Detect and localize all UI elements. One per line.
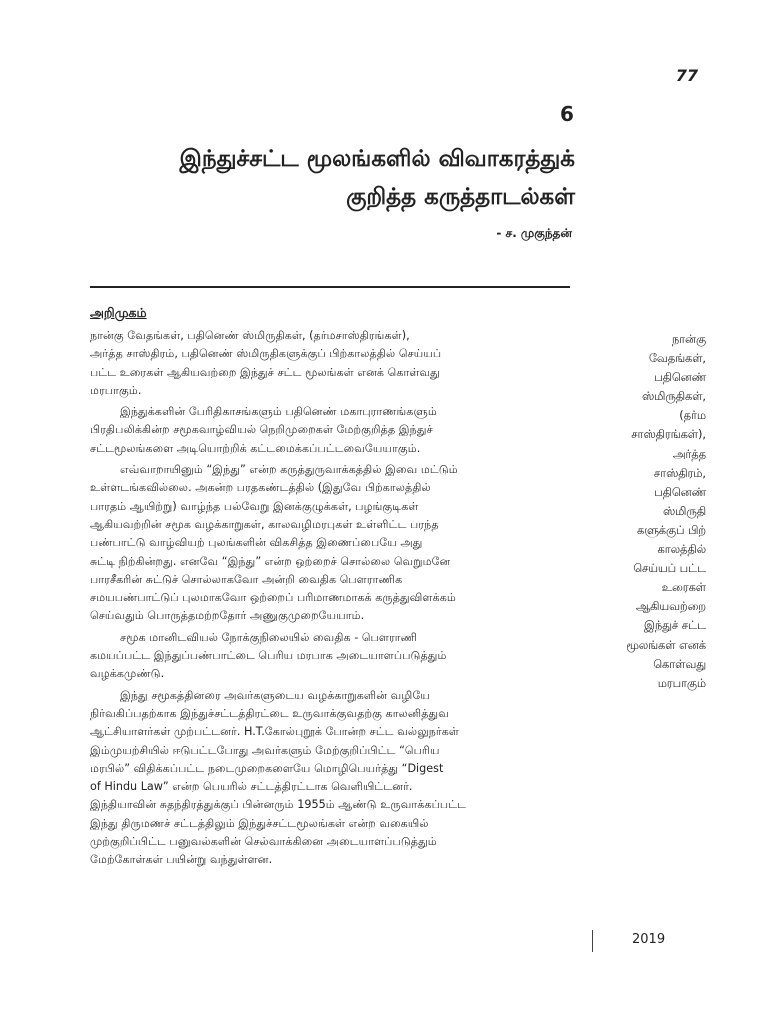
- paragraph-line: பாரதம் ஆயிற்று) வாழ்ந்த பல்வேறு இனக்குழுக்கள், பழங்குடிகள்: [90, 499, 419, 513]
- paragraph-line: செய்வதும் பொருத்தமற்றதோர் அணுகுமுறையேயாம்.: [90, 609, 365, 623]
- margin-note-line: அர்த்த: [672, 447, 706, 461]
- paragraph-line: சமூக மானிடவியல் நோக்குநிலையில் வைதிக - பௌராணி: [120, 630, 418, 644]
- footer-divider: [592, 930, 593, 952]
- chapter-title: [130, 140, 575, 216]
- paragraph-line: இந்து சமூகத்தினரை அவர்களுடைய வழக்காறுகளின் வழியே: [120, 688, 430, 702]
- paragraph: [90, 403, 586, 458]
- margin-note-line: ஸ்மிருதிகள்,: [642, 390, 706, 404]
- paragraph: [90, 629, 586, 684]
- margin-note-line: வேதங்கள்,: [648, 352, 706, 366]
- paragraph-line: பாரசீகரின் சுட்டுச் சொல்லாகவோ அன்றி வைதிக பௌராணிக: [90, 572, 403, 586]
- margin-note-line: கொள்வது: [653, 657, 706, 671]
- paragraph: [90, 461, 586, 626]
- paragraph-line: நான்கு வேதங்கள், பதினெண் ஸ்மிருதிகள், (தர்மசாஸ்திரங்கள்),: [90, 329, 410, 342]
- chapter-number: 6: [560, 102, 574, 126]
- paragraph-line: சுட்டி நிற்கின்றது. எனவே “இந்து” என்ற ஒற்றைச் சொல்லை வெறுமனே: [90, 554, 451, 568]
- author-name: - ச. முகுந்தன்: [496, 226, 572, 240]
- margin-note-line: சாஸ்திரங்கள்),: [631, 428, 706, 442]
- margin-note-line: சாஸ்திரம்,: [653, 466, 706, 480]
- paragraph-line: of Hindu Law” என்ற பெயரில் சட்டத்திரட்டாக வெளியிட்டனர்.: [90, 780, 413, 794]
- margin-note-line: உரைகள்: [661, 581, 706, 595]
- margin-note-line: இந்துச் சட்ட: [643, 619, 706, 633]
- body-text: [90, 327, 586, 873]
- paragraph-line: ஆட்சியாளர்கள் முற்பட்டனர். H.T.கோல்புறூக் போன்ற சட்ட வல்லுநர்கள்: [90, 725, 460, 739]
- paragraph-line: இந்துக்களின் பேரிதிகாசங்களும் பதினெண் மகாபுராணங்களும்: [120, 405, 437, 419]
- divider: [90, 286, 570, 288]
- margin-note-line: (தர்ம: [679, 409, 706, 423]
- page-number: 77: [675, 66, 698, 85]
- margin-note-line: நான்கு: [671, 333, 706, 346]
- chapter-title-line: இந்துச்சட்ட மூலங்களில் விவாகரத்துக்: [179, 146, 575, 172]
- paragraph-line: பிரதிபலிக்கின்ற சமூகவாழ்வியல் நெறிமுறைகள் மேற்குறித்த இந்துச்: [90, 423, 433, 437]
- margin-note: [600, 330, 706, 693]
- paragraph-line: பட்ட உரைகள் ஆகியவற்றை இந்துச் சட்ட மூலங்கள் எனக் கொள்வது: [90, 365, 440, 379]
- paragraph-line: உள்ளடங்கவில்லை. அகன்ற பரதகண்டத்தில் (இதுவே பிற்காலத்தில்: [90, 481, 431, 495]
- paragraph-line: அர்த்த சாஸ்திரம், பதினெண் ஸ்மிருதிகளுக்குப் பிற்காலத்தில் செய்யப்: [90, 347, 442, 361]
- margin-note-line: களுக்குப் பிற்: [637, 523, 706, 537]
- paragraph-line: வழக்கமுண்டு.: [90, 667, 165, 681]
- paragraph-line: கமயப்பட்ட இந்துப்பண்பாட்டை பெரிய மரபாக அடையாளப்படுத்தும்: [90, 649, 447, 663]
- margin-note-line: காலத்தில்: [657, 543, 706, 557]
- paragraph-line: பண்பாட்டு வாழ்வியற் புலங்களின் விகசித்த இணைப்பையே அது: [90, 536, 423, 550]
- paragraph-line: சட்டமூலங்களை அடியொற்றிக் கட்டமைக்கப்பட்டவையேயாகும்.: [90, 441, 421, 455]
- section-heading: அறிமுகம்: [90, 305, 147, 320]
- paragraph-line: முற்குறிப்பிட்ட பனுவல்களின் செல்வாக்கினை அடையாளப்படுத்தும்: [90, 835, 437, 849]
- margin-note-line: ஆகியவற்றை: [635, 600, 706, 614]
- paragraph-line: இம்முயற்சியில் ஈடுபட்டபோது அவர்களும் மேற்குறிப்பிட்ட “பெரிய: [90, 743, 440, 757]
- paragraph-line: நிர்வகிப்பதற்காக இந்துச்சட்டத்திரட்டை உருவாக்குவதற்கு காலனித்துவ: [90, 706, 449, 720]
- chapter-title-line: குறித்த கருத்தாடல்கள்: [346, 184, 575, 210]
- paragraph-line: மரபில்” விதிக்கப்பட்ட நடைமுறைகளையே மொழிபெயர்த்து “Digest: [90, 761, 444, 775]
- paragraph-line: சமயபண்பாட்டுப் புலமாகவோ ஒற்றைப் பரிமாணமாகக் கருத்துவிளக்கம்: [90, 591, 456, 605]
- margin-note-line: செய்யப் பட்ட: [633, 562, 706, 576]
- paragraph-line: மரபாகும்.: [90, 383, 142, 397]
- margin-note-line: மரபாகும்: [657, 676, 706, 690]
- paragraph-line: ஆகியவற்றின் சமூக வழக்காறுகள், காலவழிமரபுகள் உள்ளிட்ட பரந்த: [90, 517, 439, 531]
- margin-note-line: ஸ்மிருதி: [663, 504, 706, 518]
- paragraph: [90, 327, 586, 400]
- paragraph: [90, 687, 586, 870]
- margin-note-line: பதினெண்: [654, 371, 706, 385]
- paragraph-line: இந்தியாவின் சுதந்திரத்துக்குப் பின்னரும் 1955ம் ஆண்டு உருவாக்கப்பட்ட: [90, 798, 467, 812]
- paragraph-line: மேற்கோள்கள் பயின்று வந்துள்ளன.: [90, 853, 273, 867]
- margin-note-line: மூலங்கள் எனக்: [626, 638, 706, 652]
- paragraph-line: எவ்வாறாயினும் “இந்து” என்ற கருத்துருவாக்கத்தில் இவை மட்டும்: [120, 463, 458, 477]
- margin-note-line: பதினெண்: [654, 485, 706, 499]
- paragraph-line: இந்து திருமணச் சட்டத்திலும் இந்துச்சட்டமூலங்கள் என்ற வகையில்: [90, 816, 429, 830]
- footer-year: 2019: [632, 932, 666, 947]
